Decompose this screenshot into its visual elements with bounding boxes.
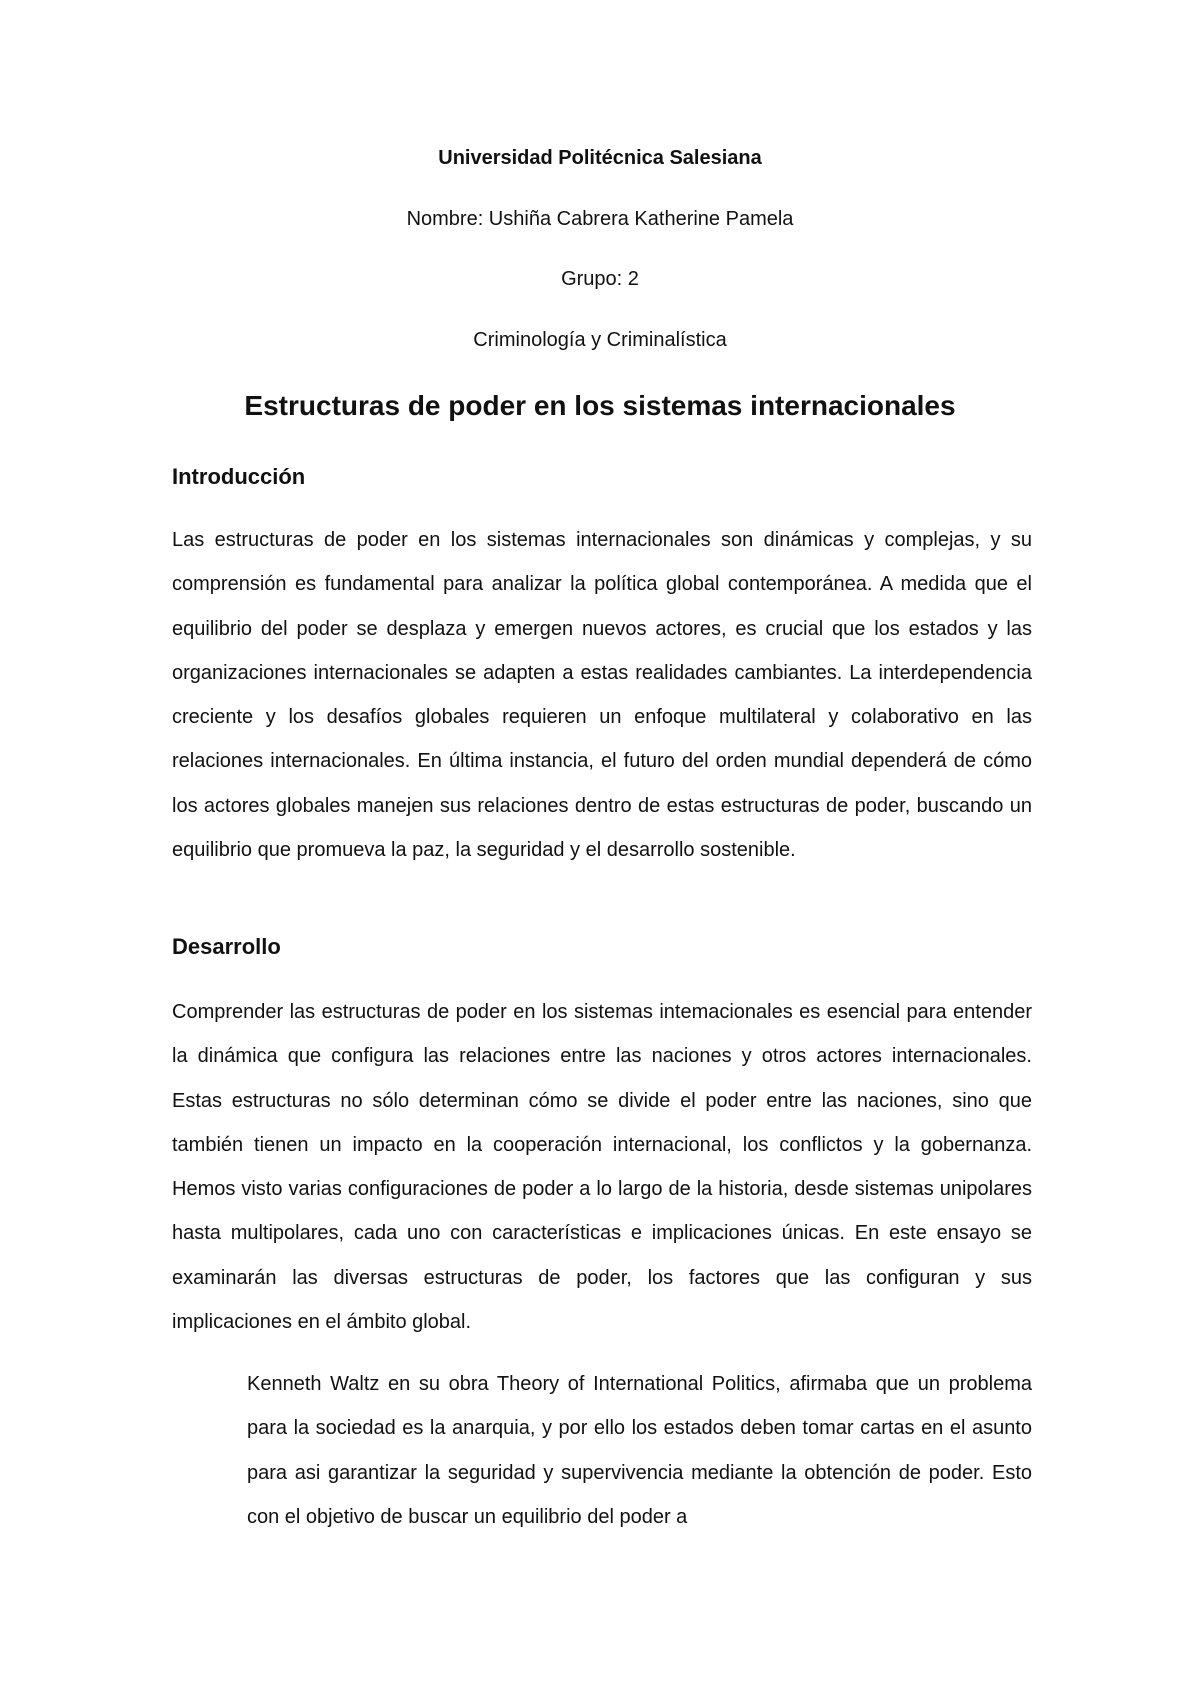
indented-quote-paragraph: Kenneth Waltz en su obra Theory of International Politics, afirmaba que un problema para la sociedad es la anarquia, y por ello los estados deben tomar cartas en el asunto para asi garantizar la seguridad y supervivencia mediante la obtención de poder. Esto con el objetivo de buscar un equilibrio del poder a [247, 1373, 1032, 1528]
group-number: Grupo: 2 [561, 268, 639, 290]
document-title: Estructuras de poder en los sistemas internacionales [244, 390, 956, 421]
student-name: Nombre: Ushiña Cabrera Katherine Pamela [406, 208, 794, 230]
development-paragraph: Comprender las estructuras de poder en los sistemas intemacionales es esencial para entender la dinámica que configura las relaciones entre las naciones y otros actores internacionales. Estas estructuras no sólo determinan cómo se divide el poder entre las naciones, sino que también tienen un impacto en la cooperación internacional, los conflictos y la gobernanza. Hemos visto varias configuraciones de poder a lo largo de la historia, desde sistemas unipolares hasta multipolares, cada uno con características e implicaciones únicas. En este ensayo se examinarán las diversas estructuras de poder, los factores que las configuran y sus implicaciones en el ámbito global. [172, 1001, 1032, 1334]
introduction-paragraph: Las estructuras de poder en los sistemas internacionales son dinámicas y complejas, y su comprensión es fundamental para analizar la política global contemporánea. A medida que el equilibrio del poder se desplaza y emergen nuevos actores, es crucial que los estados y las organizaciones internacionales se adapten a estas realidades cambiantes. La interdependencia creciente y los desafíos globales requieren un enfoque multilateral y colaborativo en las relaciones internacionales. En última instancia, el futuro del orden mundial dependerá de cómo los actores globales manejen sus relaciones dentro de estas estructuras de poder, buscando un equilibrio que promueva la paz, la seguridad y el desarrollo sostenible. [172, 529, 1032, 862]
university-name: Universidad Politécnica Salesiana [438, 147, 762, 169]
development-heading: Desarrollo [172, 934, 281, 959]
introduction-heading: Introducción [172, 464, 306, 489]
career-name: Criminología y Criminalística [473, 329, 727, 351]
